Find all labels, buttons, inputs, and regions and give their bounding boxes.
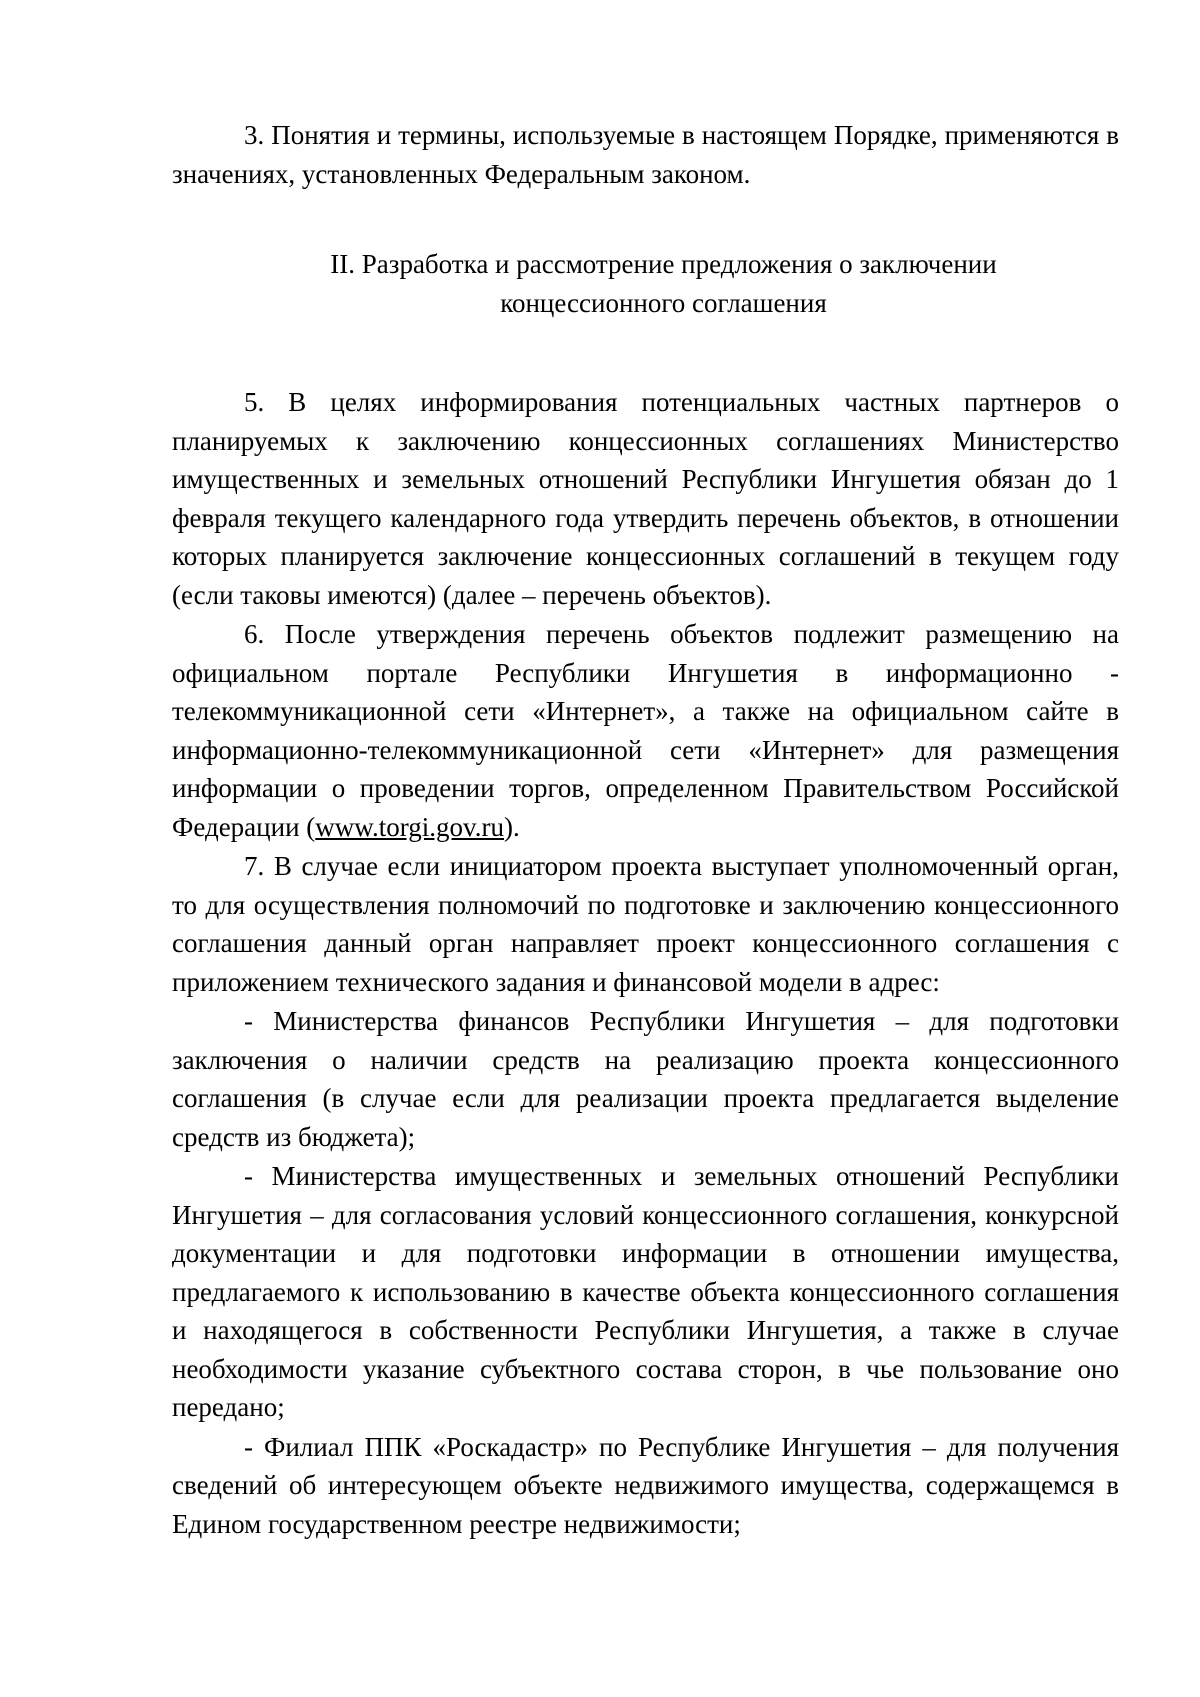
section-heading-line-1: II. Разработка и рассмотрение предложения о заключении: [330, 249, 997, 279]
paragraph-6-end: ).: [504, 811, 520, 842]
paragraph-6: [172, 615, 1119, 846]
list-item-minfin: - Министерства финансов Республики Ингушетия – для подготовки заключения о наличии средств на реализацию проекта концессионного соглашения (в случае если для реализации проекта предлагается выделение средств из бюджета);: [172, 1006, 1119, 1152]
section-heading: [172, 245, 1119, 322]
paragraph-3: 3. Понятия и термины, используемые в настоящем Порядке, применяются в значениях, установленных Федеральным законом.: [172, 120, 1119, 189]
document-page: [172, 116, 1119, 1543]
list-item-minimush: - Министерства имущественных и земельных отношений Республики Ингушетия – для согласования условий концессионного соглашения, конкурсной документации и для подготовки информации в отношении имущества, предлагаемого к использованию в качестве объекта концессионного соглашения и находящегося в собственности Республики Ингушетия, а также в случае необходимости указание субъектного состава сторон, в чье пользование оно передано;: [172, 1161, 1119, 1422]
section-heading-line-2: концессионного соглашения: [500, 287, 827, 318]
list-item-roskadastr: - Филиал ППК «Роскадастр» по Республике Ингушетия – для получения сведений об интересующем объекте недвижимого имущества, содержащемся в Едином государственном реестре недвижимости;: [172, 1431, 1119, 1539]
paragraph-6-text: 6. После утверждения перечень объектов подлежит размещению на официальном портале Республики Ингушетия в информационно - телекоммуникационной сети «Интернет», а также на официальном сайте в информационно-телекоммуникационной сети «Интернет» для размещения информации о проведении торгов, определенном Правительством Российской Федерации (: [172, 619, 1119, 842]
paragraph-7: 7. В случае если инициатором проекта выступает уполномоченный орган, то для осуществления полномочий по подготовке и заключению концессионного соглашения данный орган направляет проект концессионного соглашения с приложением технического задания и финансовой модели в адрес:: [172, 851, 1119, 997]
paragraph-5: 5. В целях информирования потенциальных частных партнеров о планируемых к заключению концессионных соглашениях Министерство имущественных и земельных отношений Республики Ингушетия обязан до 1 февраля текущего календарного года утвердить перечень объектов, в отношении которых планируется заключение концессионных соглашений в текущем году (если таковы имеются) (далее – перечень объектов).: [172, 387, 1119, 610]
torgi-link[interactable]: www.torgi.gov.ru: [315, 811, 505, 842]
